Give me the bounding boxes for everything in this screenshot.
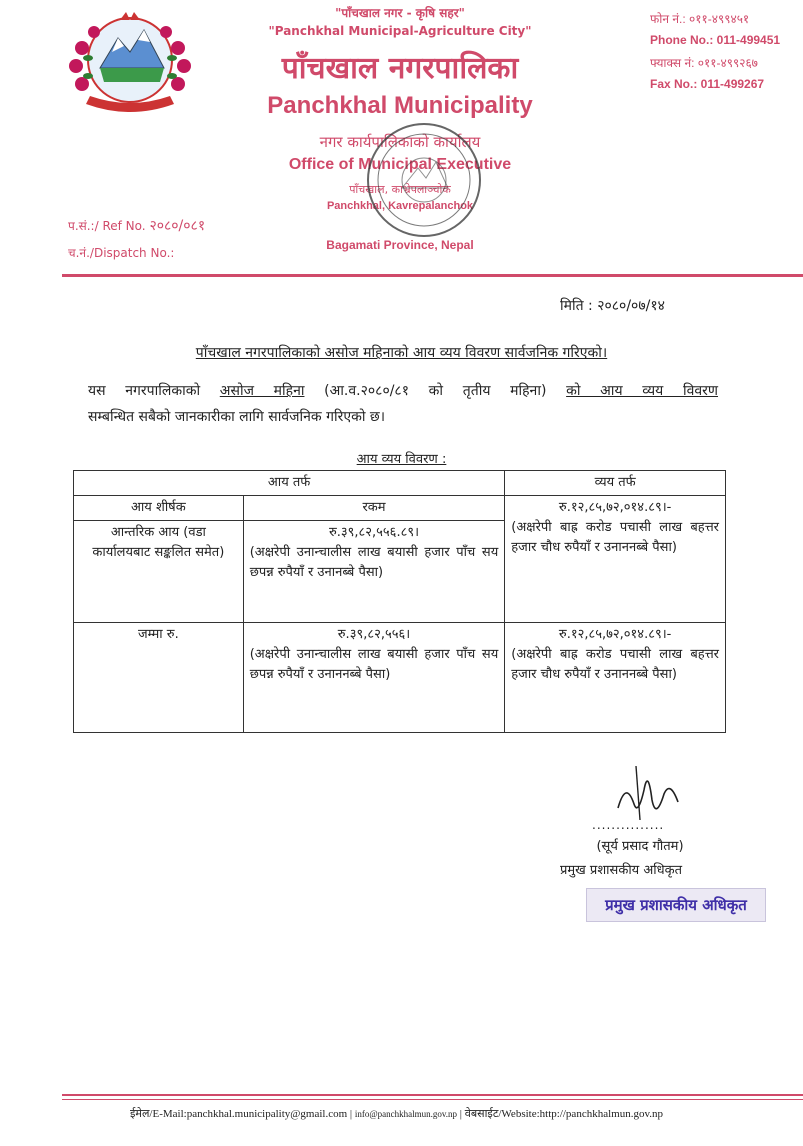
municipality-name-nepali: पाँचखाल नगरपालिका <box>281 51 519 86</box>
ref-label: प.सं.:/ Ref No. <box>68 219 146 233</box>
income-header: आय तर्फ <box>74 471 505 496</box>
letter-date: मिति : २०८०/०७/१४ <box>560 298 665 314</box>
municipality-name-english: Panchkhal Municipality <box>267 92 533 119</box>
row1-expense-cell <box>505 496 726 623</box>
table-row <box>74 623 726 733</box>
title-stamp: प्रमुख प्रशासकीय अधिकृत <box>586 888 766 922</box>
table-row <box>74 471 726 496</box>
round-office-stamp-icon <box>362 118 486 242</box>
row1-title: आन्तरिक आय (वडा कार्यालयबाट सङ्कलित समेत) <box>74 521 244 623</box>
body-subject: को आय व्यय विवरण <box>566 383 719 399</box>
row1-expense-words: (अक्षरेपी बाह्र करोड पचासी लाख बहत्तर हजार चौध रुपैयाँ र उनाननब्बे पैसा) <box>511 520 719 555</box>
total-label: जम्मा रु. <box>74 623 244 733</box>
body-part-1: यस नगरपालिकाको <box>88 383 220 399</box>
slogan-english: "Panchkhal Municipal-Agriculture City" <box>268 24 532 38</box>
total-amount-words: (अक्षरेपी उनान्चालीस लाख बयासी हजार पाँच सय छपन्न रुपैयाँ र उनाननब्बे पैसा) <box>249 647 499 682</box>
website-label: वेबसाईट/Website: <box>464 1108 540 1120</box>
expense-header: व्यय तर्फ <box>505 471 726 496</box>
body-line-2: सम्बन्धित सबैको जानकारीका लागि सार्वजनिक गरिएको छ। <box>88 409 386 425</box>
nepal-coat-of-arms-icon <box>60 8 200 124</box>
col-title-header: आय शीर्षक <box>74 496 244 521</box>
ref-value: २०८०/०८१ <box>149 218 206 234</box>
table-caption <box>60 449 743 467</box>
office-name-nepali: नगर कार्यपालिकाको कार्यालय <box>319 133 481 151</box>
signatory-name: (सूर्य प्रसाद गौतम) <box>596 839 684 854</box>
email-link[interactable]: panchkhal.municipality@gmail.com <box>186 1108 348 1120</box>
body-line-1 <box>88 381 718 400</box>
row1-amount: रु.३९,८२,५५६.८९। <box>328 525 420 540</box>
email-label: ईमेल/E-Mail: <box>130 1108 187 1120</box>
body-part-2: (आ.व.२०८०/८१ को तृतीय महिना) <box>304 383 567 399</box>
total-amount-cell <box>243 623 505 733</box>
total-expense-words: (अक्षरेपी बाह्र करोड पचासी लाख बहत्तर हजार चौध रुपैयाँ र उनाननब्बे पैसा) <box>511 647 719 682</box>
ref-number <box>68 216 205 235</box>
slogan-nepali: "पाँचखाल नगर - कृषि सहर" <box>335 6 465 20</box>
caption-text: आय व्यय विवरण : <box>356 452 447 467</box>
header-divider <box>62 274 803 277</box>
footer-divider <box>62 1094 803 1096</box>
fax-nepali: फ्याक्स नं: ०११-४९९२६७ <box>650 56 758 70</box>
signatory-title: प्रमुख प्रशासकीय अधिकृत <box>560 863 683 878</box>
phone-nepali: फोन नं.: ०११-४९९४५१ <box>650 12 750 26</box>
row1-expense: रु.१२,८५,७२,०१४.८९।- <box>558 500 672 515</box>
row1-amount-words: (अक्षरेपी उनान्चालीस लाख बयासी हजार पाँच सय छपन्न रुपैयाँ र उनानब्बे पैसा) <box>249 545 499 580</box>
address-nepali: पाँचखाल, काभ्रेपलाञ्चोक <box>349 183 451 196</box>
dispatch-number: च.नं./Dispatch No.: <box>68 246 175 260</box>
phone-english: Phone No.: 011-499451 <box>650 33 781 47</box>
col-amount-header: रकम <box>243 496 505 521</box>
fax-english: Fax No.: 011-499267 <box>650 77 765 91</box>
total-amount: रु.३९,८२,५५६। <box>337 627 411 642</box>
letter-subject <box>60 343 743 362</box>
website-link[interactable]: http://panchkhalmun.gov.np <box>539 1108 663 1120</box>
email2-link[interactable]: info@panchkhalmun.gov.np <box>354 1109 458 1119</box>
footer-divider-thin <box>62 1099 803 1100</box>
table-row <box>74 496 726 521</box>
footer-contact: ईमेल/E-Mail:panchkhal.municipality@gmail.com | info@panchkhalmun.gov.np | वेबसाईट/Website:http://panchkhalmun.gov.np <box>130 1108 663 1120</box>
address-english: Panchkhal, Kavrepalanchok <box>326 200 474 212</box>
total-expense-cell <box>505 623 726 733</box>
income-expense-table <box>73 470 726 733</box>
body-month: असोज महिना <box>219 383 305 399</box>
subject-text: पाँचखाल नगरपालिकाको असोज महिनाको आय व्यय विवरण सार्वजनिक गरिएको। <box>195 345 608 361</box>
signature-dots: ............... <box>592 818 665 832</box>
total-expense: रु.१२,८५,७२,०१४.८९।- <box>558 627 672 642</box>
province: Bagamati Province, Nepal <box>326 238 474 252</box>
office-name-english: Office of Municipal Executive <box>288 156 512 173</box>
row1-amount-cell <box>243 521 505 623</box>
